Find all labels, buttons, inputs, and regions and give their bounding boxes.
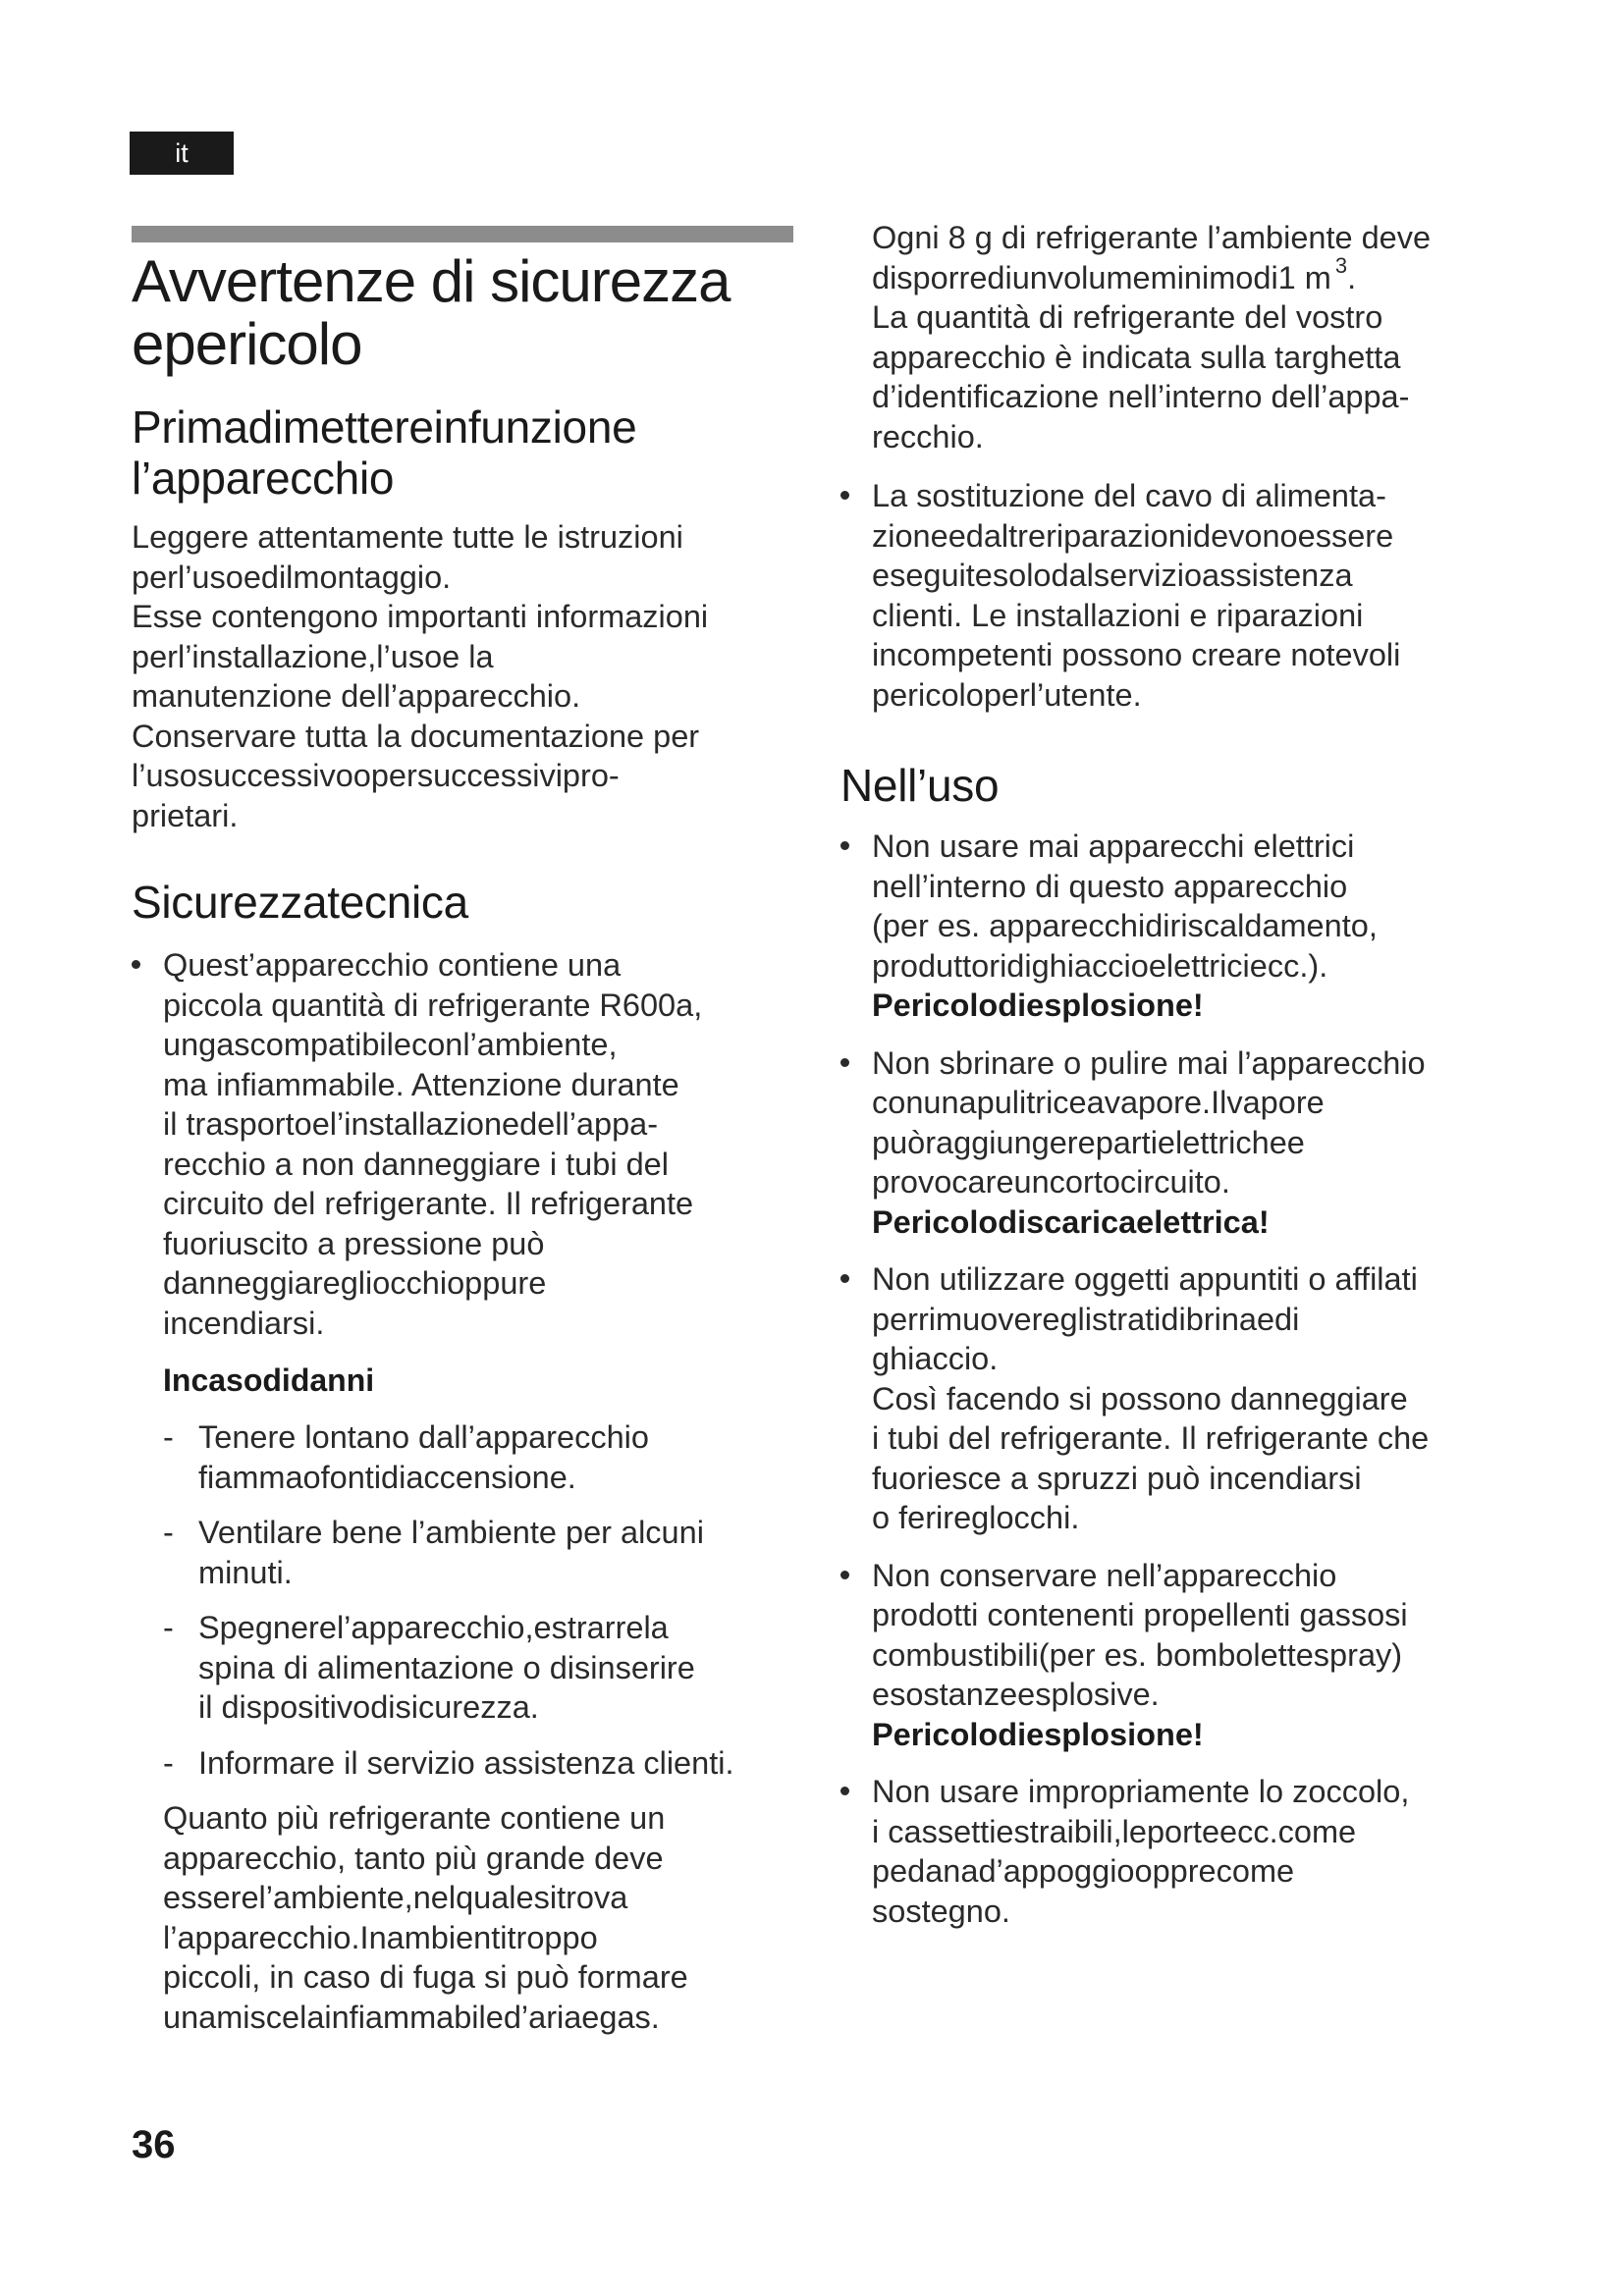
text-line: Così facendo si possono danneggiare xyxy=(872,1380,1408,1416)
text-line: La quantità di refrigerante del vostro xyxy=(872,299,1383,335)
heading-before-use-line1: Primadimettereinfunzione xyxy=(132,401,637,453)
text-line: i cassettiestraibili,leporteecc.come xyxy=(872,1813,1357,1849)
page-title-line2: epericolo xyxy=(132,311,362,377)
text-line: pericoloperl’utente. xyxy=(872,676,1142,713)
text-line: unamiscelainfiammabiled’ariaegas. xyxy=(163,1999,660,2035)
list-item xyxy=(132,945,799,1343)
heading-before-use-line2: l’apparecchio xyxy=(132,453,395,504)
refrigerant-volume-paragraph xyxy=(163,1798,799,2037)
language-tab: it xyxy=(130,132,234,175)
text-line: Ogni 8 g di refrigerante l’ambiente deve xyxy=(872,220,1432,255)
list-item xyxy=(163,1743,799,1784)
page-title-line1: Avvertenze di sicurezza xyxy=(132,248,731,314)
text-line: Quest’apparecchio contiene una xyxy=(163,947,622,983)
heading-in-use: Nell’uso xyxy=(840,760,1000,811)
text-line: fiammaofontidiaccensione. xyxy=(198,1459,576,1495)
text-line: Esse contengono importanti informazioni xyxy=(132,599,709,634)
list-item xyxy=(840,1556,1508,1755)
text-line: spina di alimentazione o disinserire xyxy=(198,1649,695,1685)
text-line: ghiaccio. xyxy=(872,1341,999,1376)
text-line: incendiarsi. xyxy=(163,1305,325,1341)
list-item xyxy=(163,1608,799,1728)
damage-steps-list xyxy=(163,1417,799,1783)
list-item xyxy=(840,1259,1508,1538)
repair-notice-list xyxy=(840,476,1508,715)
text-line: Non utilizzare oggetti appuntiti o affilati xyxy=(872,1261,1418,1297)
text-line: esostanzeesplosive. xyxy=(872,1677,1160,1712)
bullet-icon xyxy=(132,960,140,969)
text-line: il dispositivodisicurezza. xyxy=(198,1689,539,1725)
text-line: circuito del refrigerante. Il refrigerante xyxy=(163,1186,694,1221)
text-line: esserel’ambiente,nelqualesitrova xyxy=(163,1880,628,1915)
in-use-list xyxy=(840,827,1508,1931)
text-line: Non sbrinare o pulire mai l’apparecchio xyxy=(872,1044,1426,1081)
text-line: fuoriesce a spruzzi può incendiarsi xyxy=(872,1460,1362,1496)
dash-marker: - xyxy=(163,1419,174,1455)
section-divider-bar xyxy=(132,226,793,242)
text-line: produttoridighiaccioelettriciecc.). xyxy=(872,947,1328,984)
subheading-in-case-of-damage: Incasodidanni xyxy=(163,1362,375,1398)
list-item xyxy=(840,827,1508,1026)
text-line: perl’installazione,l’usoe la xyxy=(132,638,494,674)
dash-marker: - xyxy=(163,1744,174,1781)
text-line: piccola quantità di refrigerante R600a, xyxy=(163,987,703,1023)
text-line: Ventilare bene l’ambiente per alcuni xyxy=(198,1515,704,1550)
text-line-with-superscript xyxy=(872,252,1508,298)
text-line: puòraggiungerepartielettrichee xyxy=(872,1124,1305,1160)
text-line: Quanto più refrigerante contiene un xyxy=(163,1800,666,1836)
text-line: incompetenti possono creare notevoli xyxy=(872,637,1401,672)
bullet-icon xyxy=(840,1787,849,1795)
text-line: perl’usoedilmontaggio. xyxy=(132,559,452,595)
text-line: conunapulitriceavapore.Ilvapore xyxy=(872,1085,1325,1120)
text-line: d’identificazione nell’interno dell’appa- xyxy=(872,379,1410,414)
text-line: o ferireglocchi. xyxy=(872,1500,1080,1535)
bullet-icon xyxy=(840,1058,849,1067)
right-column xyxy=(840,218,1508,1931)
bullet-icon xyxy=(840,491,849,500)
warning-text: Pericolodiesplosione! xyxy=(872,1716,1204,1752)
text-line: prietari. xyxy=(132,797,239,833)
text-line: Tenere lontano dall’apparecchio xyxy=(198,1419,649,1455)
text-line: provocareuncortocircuito. xyxy=(872,1164,1230,1200)
list-item xyxy=(163,1513,799,1592)
text-line: pedanad’appoggioopprecome xyxy=(872,1853,1295,1889)
heading-technical-safety: Sicurezzatecnica xyxy=(132,877,468,928)
bullet-icon xyxy=(840,1571,849,1579)
text-line: clienti. Le installazioni e riparazioni xyxy=(872,597,1364,633)
text-line: Non conservare nell’apparecchio xyxy=(872,1557,1337,1593)
text-line: nell’interno di questo apparecchio xyxy=(872,868,1348,904)
technical-safety-list xyxy=(132,945,799,1343)
list-item xyxy=(840,1772,1508,1931)
text-line: zioneedaltreriparazionidevonoessere xyxy=(872,517,1394,554)
text-line: minuti. xyxy=(198,1554,293,1590)
text-line: danneggiaregliocchioppure xyxy=(163,1265,547,1301)
text-line: prodotti contenenti propellenti gassosi xyxy=(872,1597,1408,1632)
text-line: Spegnerel’apparecchio,estrarrela xyxy=(198,1610,669,1645)
superscript-3: 3 xyxy=(1334,252,1348,278)
page-title xyxy=(132,250,799,376)
text-line: sostegno. xyxy=(872,1893,1010,1929)
page-number: 36 xyxy=(132,2123,176,2166)
warning-text: Pericolodiscaricaelettrica! xyxy=(872,1203,1270,1240)
text-line: (per es. apparecchidiriscaldamento, xyxy=(872,908,1378,943)
text-line: fuoriuscito a pressione può xyxy=(163,1225,545,1261)
left-column xyxy=(132,250,799,2037)
text-line: i tubi del refrigerante. Il refrigerante che xyxy=(872,1420,1430,1456)
text-line: l’usosuccessivoopersuccessivipro- xyxy=(132,758,620,793)
text-line: Non usare mai apparecchi elettrici xyxy=(872,828,1355,864)
text-line: piccoli, in caso di fuga si può formare xyxy=(163,1959,688,1995)
list-item xyxy=(163,1417,799,1497)
text-line: ungascompatibileconl’ambiente, xyxy=(163,1027,618,1062)
heading-before-use xyxy=(132,401,799,504)
damage-block xyxy=(132,1361,799,2037)
text-line: Leggere attentamente tutte le istruzioni xyxy=(132,519,683,555)
text-line: apparecchio è indicata sulla targhetta xyxy=(872,339,1401,375)
text-line: il trasportoel’installazionedell’appa- xyxy=(163,1106,659,1142)
dash-marker: - xyxy=(163,1515,174,1550)
text-line: recchio. xyxy=(872,418,984,454)
text-line: disporrediunvolumeminimodi1 m xyxy=(872,259,1331,295)
text-line: eseguitesolodalservizioassistenza xyxy=(872,558,1353,593)
bullet-icon xyxy=(840,1274,849,1283)
text-line: manutenzione dell’apparecchio. xyxy=(132,678,581,714)
text-line: recchio a non danneggiare i tubi del xyxy=(163,1146,669,1182)
list-item xyxy=(840,476,1508,715)
text-line: La sostituzione del cavo di alimenta- xyxy=(872,478,1386,513)
text-line: ma infiammabile. Attenzione durante xyxy=(163,1066,679,1102)
text-line: perrimuovereglistratidibrinaedi xyxy=(872,1301,1300,1337)
text-line: Conservare tutta la documentazione per xyxy=(132,718,700,754)
text-line-tail: . xyxy=(1347,259,1357,295)
text-line: Informare il servizio assistenza clienti. xyxy=(198,1744,734,1781)
bullet-icon xyxy=(840,841,849,850)
text-line: apparecchio, tanto più grande deve xyxy=(163,1840,664,1876)
refrigerant-intro-paragraph xyxy=(840,218,1508,456)
before-use-paragraph xyxy=(132,517,799,835)
text-line: combustibili(per es. bombolettespray) xyxy=(872,1636,1403,1673)
list-item xyxy=(840,1043,1508,1243)
dash-marker: - xyxy=(163,1610,174,1645)
text-line: Non usare impropriamente lo zoccolo, xyxy=(872,1774,1410,1809)
text-line: l’apparecchio.Inambientitroppo xyxy=(163,1919,598,1955)
warning-text: Pericolodiesplosione! xyxy=(872,988,1204,1023)
